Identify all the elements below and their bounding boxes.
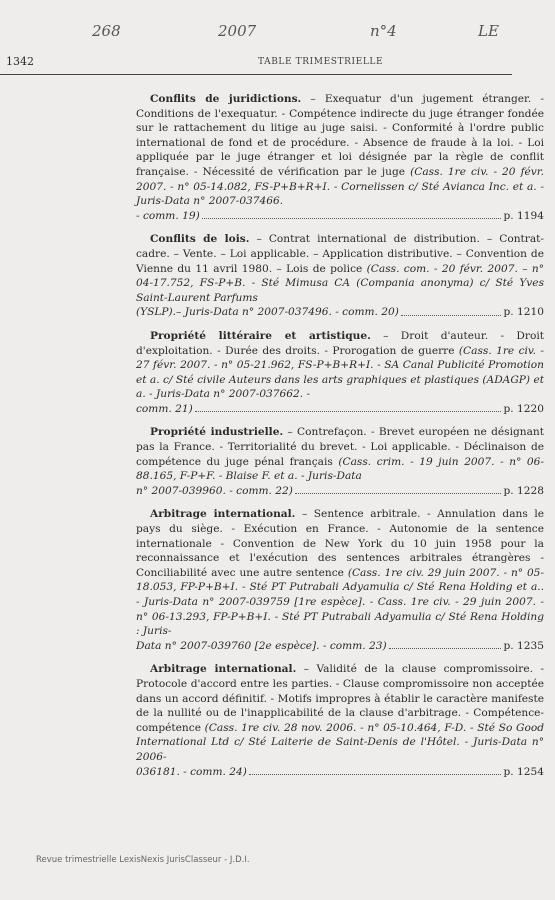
entry-citation-end: comm. 21) <box>136 402 193 415</box>
entry-text: – Contrat international de distribution. – Contrat-cadre. – Vente. – Loi applicable. – Application distributive. – Convention de Vienne du 11 avril 1980. – Lois de police <box>136 233 544 275</box>
dot-leader <box>401 315 501 316</box>
entry-body <box>136 662 544 764</box>
entry-page-ref: p. 1194 <box>503 209 544 222</box>
entry-text: – Contrefaçon. - Brevet européen ne désignant pas la France. - Territorialité du brevet. - Loi applicable. - Déclinaison de compétence du juge pénal français <box>136 426 544 468</box>
handwritten-note-le: LE <box>478 22 499 40</box>
entry-leader-line <box>136 209 544 224</box>
entry-citation-end: Data n° 2007-039760 [2e espèce]. - comm. 23) <box>136 639 387 652</box>
entry-page-ref: p. 1220 <box>503 402 544 415</box>
entry-heading: Conflits de lois. <box>150 233 250 246</box>
entry-citation: (Cass. crim. - 19 juin 2007. - n° 06-88.165, F-P+F. - Blaise F. et a. - Juris-Data <box>136 455 544 483</box>
entry-citation-end: 036181. - comm. 24) <box>136 765 247 778</box>
index-entry <box>136 232 544 320</box>
entry-body <box>136 232 544 305</box>
entry-leader-line <box>136 402 544 417</box>
entry-page-ref: p. 1254 <box>503 765 544 778</box>
index-entry <box>136 92 544 223</box>
entry-text: – Exequatur d'un jugement étranger. - Conditions de l'exequatur. - Compétence indirecte du juge étranger fondée sur le rattachement du litige au juge saisi. - Conformité à l'ordre public international de fond et de procédure. - Absence de fraude à la loi. - Loi appliquée par le juge étranger et loi désignée par la règle de conflit française. - Nécessité de vérification par le juge <box>136 93 545 178</box>
entry-leader-line <box>136 484 544 499</box>
index-entries <box>136 92 544 788</box>
handwritten-note-issue: n°4 <box>370 22 397 40</box>
handwritten-note-268: 268 <box>92 22 121 40</box>
index-entry <box>136 329 544 417</box>
entry-page-ref: p. 1210 <box>503 306 544 319</box>
entry-leader-line <box>136 765 544 780</box>
entry-citation: (Cass. 1re civ. - 20 févr. 2007. - n° 05-14.082, FS-P+B+R+I. - Cornelissen c/ Sté Avianca Inc. et a. - Juris-Data n° 2007-037466. <box>136 165 545 208</box>
index-entry <box>136 425 544 498</box>
entry-page-ref: p. 1228 <box>503 484 544 497</box>
entry-heading: Conflits de juridictions. <box>150 93 302 105</box>
entry-heading: Arbitrage international. <box>150 663 297 676</box>
entry-body <box>136 507 544 638</box>
running-title: TABLE TRIMESTRIELLE <box>258 57 384 67</box>
index-entry <box>136 662 544 779</box>
entry-body <box>136 329 544 402</box>
entry-citation: (Cass. 1re civ. 29 juin 2007. - n° 05-18.053, FP-P+B+I. - Sté PT Putrabali Adyamulia c/ Sté Rena Holding et a.. - Juris-Data n° 2007-039759 [1re espèce]. - Cass. 1re civ. - 29 juin 2007. - n° 06-13.293, FP-P+B+I. - Sté PT Putrabali Adyamulia c/ Sté Rena Holding : Juris- <box>136 566 544 638</box>
page-number: 1342 <box>6 55 34 68</box>
entry-citation-end: (YSLP).– Juris-Data n° 2007-037496. - comm. 20) <box>136 306 399 319</box>
entry-heading: Arbitrage international. <box>150 508 296 521</box>
handwritten-note-2007: 2007 <box>218 22 257 40</box>
entry-citation-end: - comm. 19) <box>136 209 200 222</box>
entry-text: – Droit d'auteur. - Droit d'exploitation. - Durée des droits. - Prorogation de guerre <box>136 329 544 357</box>
entry-heading: Propriété littéraire et artistique. <box>150 329 371 342</box>
entry-leader-line <box>136 305 544 320</box>
entry-body <box>136 92 544 209</box>
entry-page-ref: p. 1235 <box>503 639 544 652</box>
entry-citation: (Cass. 1re civ. 28 nov. 2006. - n° 05-10.464, F-D. - Sté So Good International Ltd c/ Sté Laiterie de Saint-Denis de l'Hôtel. - Juris-Data n° 2006- <box>136 721 544 763</box>
entry-text: – Validité de la clause compromissoire. - Protocole d'accord entre les parties. - Clause compromissoire non acceptée dans un accord définitif. - Motifs impropres à établir le caractère manifeste de la nullité ou de l'inapplicabilité de la clause d'arbitrage. - Compétence-compétence <box>136 663 544 734</box>
dot-leader <box>249 774 501 775</box>
entry-body <box>136 425 544 483</box>
entry-citation: (Cass. 1re civ. - 27 févr. 2007. - n° 05-21.962, FS-P+B+R+I. - SA Canal Publicité Promotion et a. c/ Sté civile Auteurs dans les arts graphiques et plastiques (ADAGP) et a. - Juris-Data n° 2007-037662. - <box>136 344 545 401</box>
entry-citation: (Cass. com. - 20 févr. 2007. – n° 04-17.752, FS-P+B. - Sté Mimusa CA (Compania anonyma) c/ Sté Yves Saint-Laurent Parfums <box>136 262 544 304</box>
dot-leader <box>295 493 501 494</box>
dot-leader <box>202 218 501 219</box>
index-entry <box>136 507 544 653</box>
entry-text: – Sentence arbitrale. - Annulation dans le pays du siège. - Exécution en France. - Autonomie de la sentence internationale - Convention de New York du 10 juin 1958 pour la reconnaissance et l'exécution des sentences arbitrales étrangères - Conciliabilité avec une autre sentence <box>136 508 544 579</box>
header-rule <box>0 74 512 75</box>
entry-citation-end: n° 2007-039960. - comm. 22) <box>136 484 293 497</box>
page-footer: Revue trimestrielle LexisNexis JurisClasseur - J.D.I. <box>36 855 250 865</box>
dot-leader <box>389 648 501 649</box>
entry-heading: Propriété industrielle. <box>150 426 284 439</box>
dot-leader <box>195 411 501 412</box>
entry-leader-line <box>136 639 544 654</box>
